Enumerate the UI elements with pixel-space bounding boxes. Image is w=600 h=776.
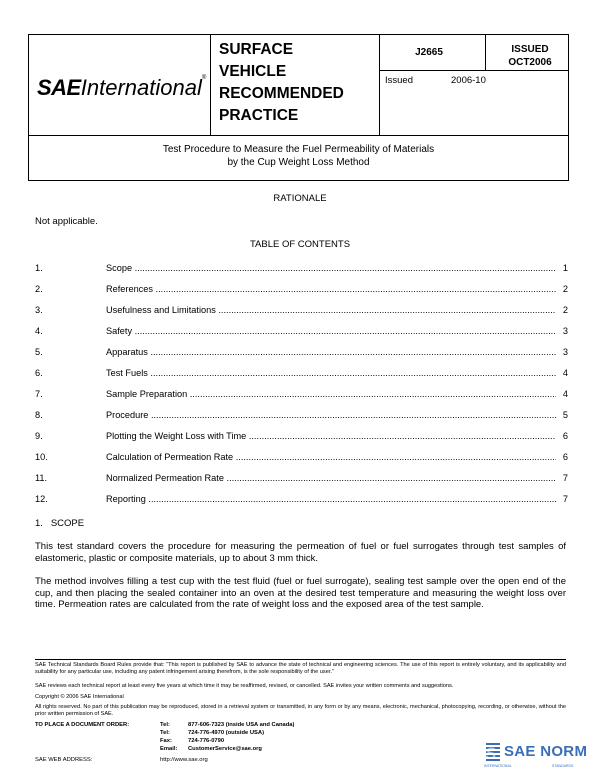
contact-value[interactable]: 724-776-4970 (outside USA)	[188, 730, 265, 736]
document-header	[28, 34, 569, 136]
footer-rules: SAE Technical Standards Board Rules provide that: “This report is published by SAE to advance the state of technical and engineering sciences. The use of this report is entirely voluntary, and its applicability and suitability for any particular use, including any patent infringement arising therefrom, is the sole responsibility of the user.”	[35, 662, 566, 675]
web-label: SAE WEB ADDRESS:	[35, 757, 93, 763]
toc-item-references[interactable]: 2. References ..... 2	[35, 284, 568, 298]
toc-item-usefulness[interactable]: 3. Usefulness and Limitations ..... 2	[35, 305, 568, 319]
toc-heading: TABLE OF CONTENTS	[249, 239, 351, 250]
svg-text:S: S	[485, 744, 497, 763]
document-number: J2665	[415, 47, 443, 58]
toc-item-test-fuels[interactable]: 6. Test Fuels ..... 4	[35, 368, 568, 382]
issued-status: ISSUED OCT2006	[508, 44, 552, 68]
header-divider	[210, 35, 211, 135]
rationale-text: Not applicable.	[35, 216, 98, 227]
header-divider	[485, 35, 486, 70]
toc-item-procedure[interactable]: 8. Procedure ..... 5	[35, 410, 568, 424]
scope-paragraph: The method involves filling a test cup with the test fluid (fuel or fuel surrogate), sealing test sample over the open end of the cup, and then placing the sealed container into an oven at the desired test temperature and measuring the weight loss over time. Permeation rates are calculated from the rate of weight loss and the exposed area of the test sample.	[35, 576, 566, 610]
contact-label: Email:	[160, 746, 178, 752]
contact-label: Fax:	[160, 738, 172, 744]
footer-review: SAE reviews each technical report at least every five years at which time it may be reaffirmed, revised, or cancelled. SAE invites your written comments and suggestions.	[35, 683, 454, 689]
scope-paragraph: This test standard covers the procedure for measuring the permeation of fuel or fuel surrogates through test samples of elastomeric, plastic or composite materials, up to about 3 mm thick.	[35, 541, 566, 564]
email-link[interactable]: CustomerService@sae.org	[188, 746, 262, 752]
sae-norm-logo	[482, 740, 592, 770]
document-title	[28, 135, 569, 181]
standard-type-line: VEHICLE	[219, 63, 287, 80]
toc-item-reporting[interactable]: 12. Reporting ..... 7	[35, 494, 568, 508]
title-line: Test Procedure to Measure the Fuel Permeability of Materials	[162, 144, 435, 155]
footer-rights: All rights reserved. No part of this publication may be reproduced, stored in a retrieval system or transmitted, in any form or by any means, electronic, mechanical, photocopying, recording, or otherwise, without the prior written permission of SAE.	[35, 704, 566, 717]
toc-item-calculation[interactable]: 10. Calculation of Permeation Rate ..... 6	[35, 452, 568, 466]
rationale-heading: RATIONALE	[273, 193, 327, 204]
contact-label: Tel:	[160, 722, 170, 728]
toc-item-apparatus[interactable]: 5. Apparatus ..... 3	[35, 347, 568, 361]
contact-value[interactable]: 877-606-7323 (inside USA and Canada)	[188, 722, 295, 728]
standard-type-line: SURFACE	[219, 41, 294, 58]
web-link[interactable]: http://www.sae.org	[160, 757, 208, 763]
toc-item-plotting[interactable]: 9. Plotting the Weight Loss with Time ..... 6	[35, 431, 568, 445]
standard-type	[219, 39, 379, 127]
standard-type-line: PRACTICE	[219, 107, 299, 124]
contact-value[interactable]: 724-776-0790	[188, 738, 225, 744]
toc-item-safety[interactable]: 4. Safety ..... 3	[35, 326, 568, 340]
norm-logo-sub: STANDARDS	[552, 764, 574, 768]
footer-copyright: Copyright © 2006 SAE International	[35, 694, 124, 700]
toc-item-scope[interactable]: 1. Scope ..... 1	[35, 263, 568, 277]
title-line: by the Cup Weight Loss Method	[227, 157, 370, 168]
header-divider	[379, 70, 569, 71]
order-label: TO PLACE A DOCUMENT ORDER:	[35, 722, 130, 728]
norm-logo-text: SAE NORM	[504, 743, 588, 760]
standard-type-line: RECOMMENDED	[219, 85, 344, 102]
issued-label: Issued	[385, 75, 413, 86]
contact-label: Tel:	[160, 730, 170, 736]
scope-heading: 1. SCOPE	[35, 518, 85, 529]
toc-item-sample-preparation[interactable]: 7. Sample Preparation ..... 4	[35, 389, 568, 403]
issued-date: 2006-10	[451, 75, 486, 86]
toc-item-normalized-rate[interactable]: 11. Normalized Permeation Rate ..... 7	[35, 473, 568, 487]
footer-divider	[35, 659, 566, 660]
sae-international-logo: SAEInternational®	[37, 75, 207, 100]
norm-logo-sub: INTERNATIONAL	[484, 764, 512, 768]
